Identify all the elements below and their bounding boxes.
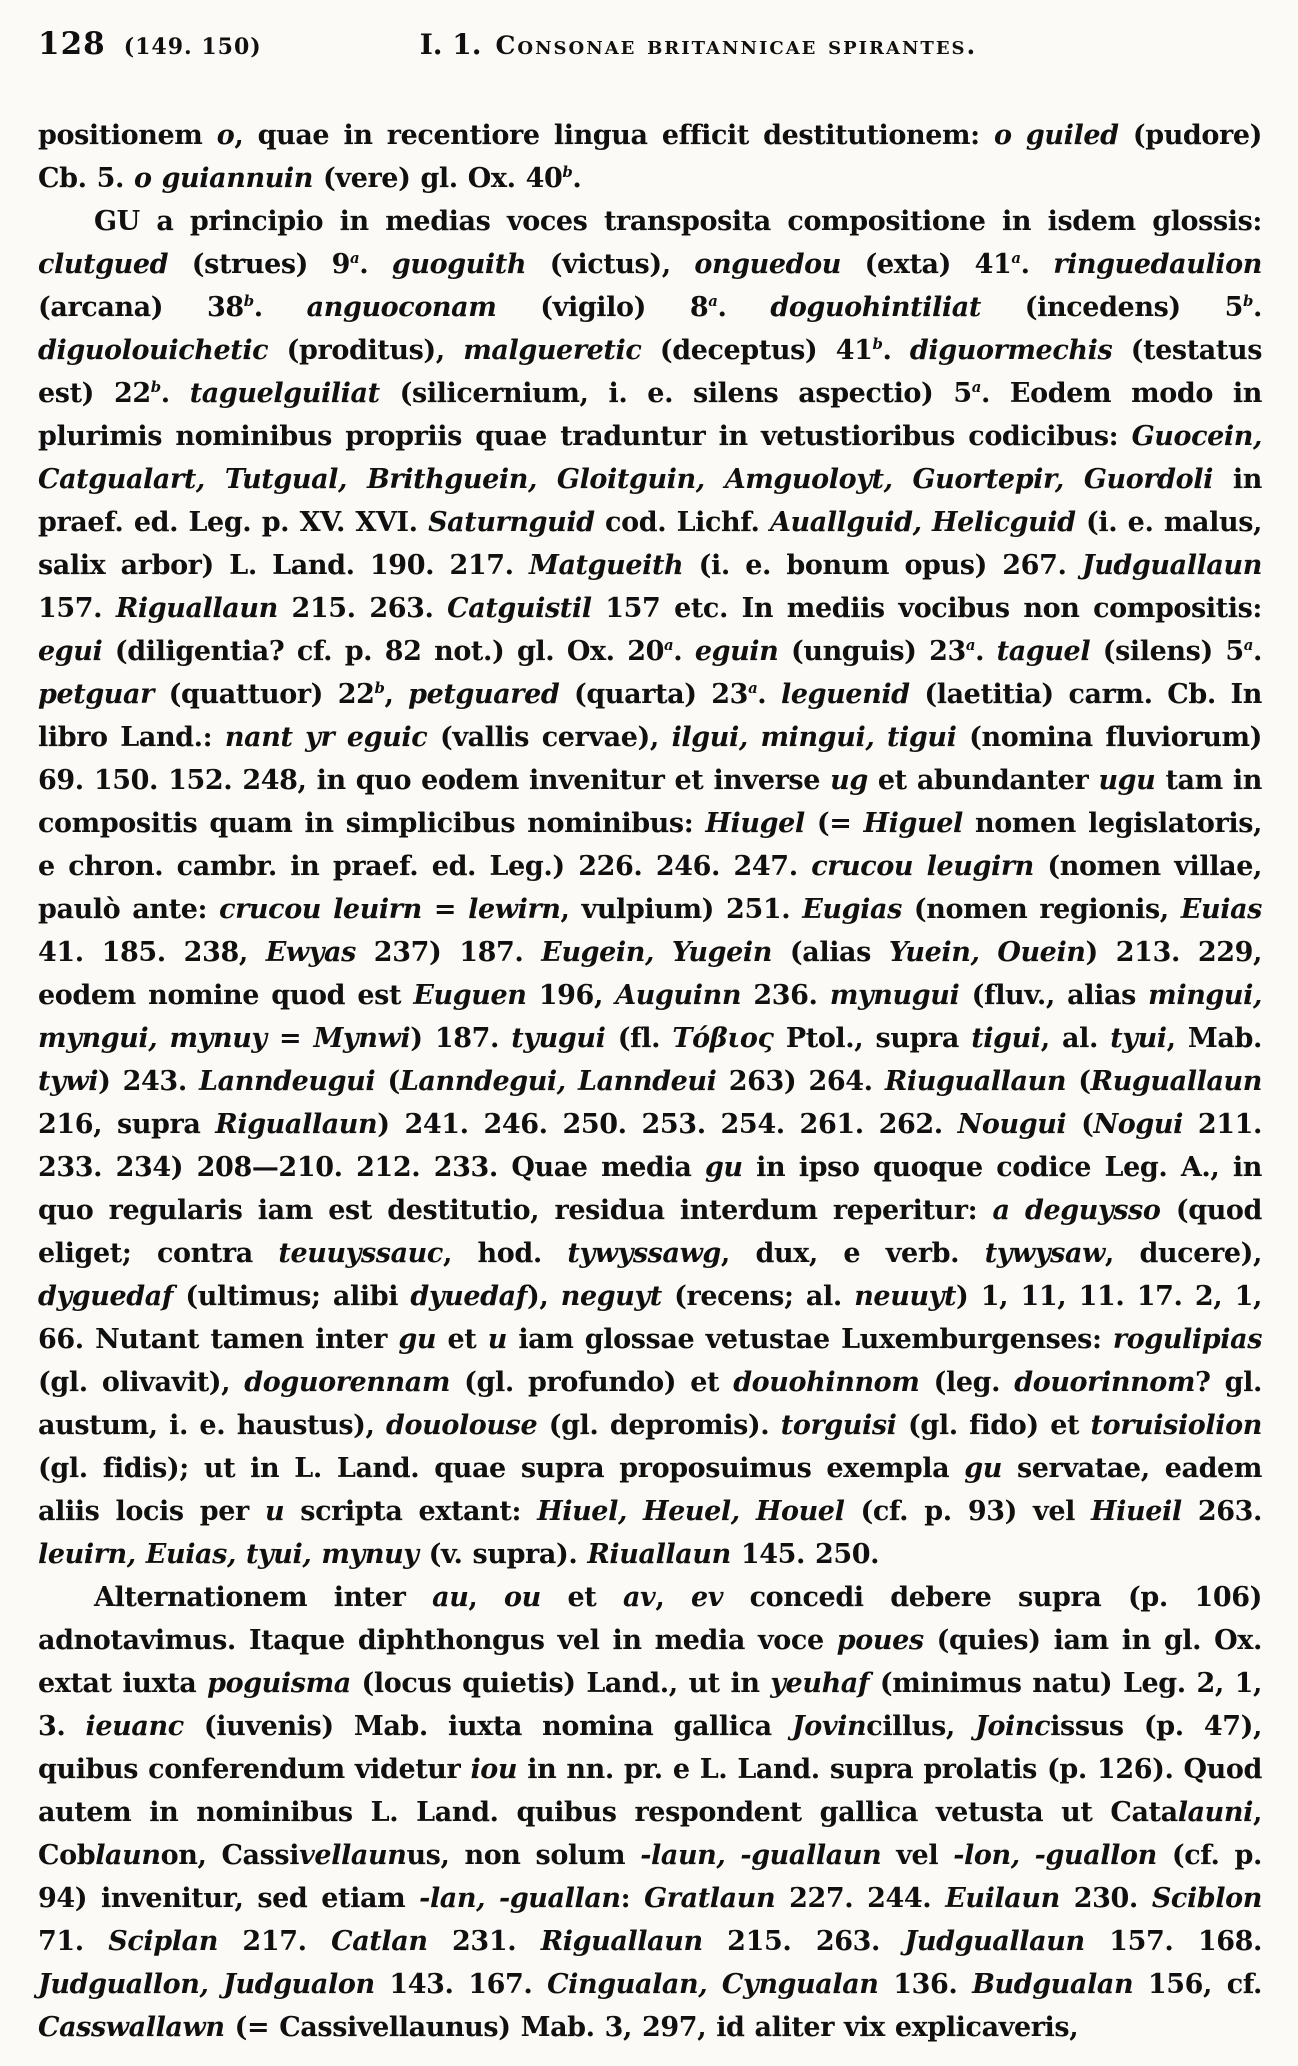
running-title: Consonae britannicae spirantes. [495,31,978,60]
column-reference: (149. 150) [123,34,262,60]
page-header [38,26,1262,62]
page-number: 128 [38,26,106,62]
page-body [38,114,1262,2049]
section-number: I. 1. [419,28,482,61]
paragraph: Alternationem inter au, ou et av, ev concedi debere supra (p. 106) adnotavimus. Itaque diphthongus vel in media voce poues (quies) iam in gl. Ox. extat iuxta poguisma (locus quietis) Land., ut in yeuhaf (minimus natu) Leg. 2, 1, 3. ieuanc (iuvenis) Mab. iuxta nomina gallica Jovincillus, Joincissus (p. 47), quibus conferendum videtur iou in nn. pr. e L. Land. supra prolatis (p. 126). Quod autem in nominibus L. Land. quibus respondent gallica vetusta ut Catalauni, Coblaunon, Cassivellaunus, non solum -laun, -guallaun vel -lon, -guallon (cf. p. 94) invenitur, sed etiam -lan, -guallan: Gratlaun 227. 244. Euilaun 230. Sciblon 71. Sciplan 217. Catlan 231. Riguallaun 215. 263. Judguallaun 157. 168. Judguallon, Judgualon 143. 167. Cingualan, Cyngualan 136. Budgualan 156, cf. Casswallawn (= Cassivellaunus) Mab. 3, 297, id aliter vix explicaveris, [38,1582,1263,2043]
paragraph: positionem o, quae in recentiore lingua efficit destitutionem: o guiled (pudore) Cb. 5. o guiannuin (vere) gl. Ox. 40$^b$. [38,120,1262,194]
paragraph: GU a principio in medias voces transposita compositione in isdem glossis: clutgued (strues) 9$^a$. guoguith (victus), onguedou (exta) 41$^a$. ringuedaulion (arcana) 38$^b$. anguoconam (vigilo) 8$^a$. doguohintiliat (incedens) 5$^b$. diguolouichetic (proditus), malgueretic (deceptus) 41$^b$. diguormechis (testatus est) 22$^b$. taguelguiliat (silicernium, i. e. silens aspectio) 5$^a$. Eodem modo in plurimis nominibus propriis quae traduntur in vetustioribus codicibus: Guocein, Catgualart, Tutgual, Brithguein, Gloitguin, Amguoloyt, Guortepir, Guordoli in praef. ed. Leg. p. XV. XVI. Saturnguid cod. Lichf. Auallguid, Helicguid (i. e. malus, salix arbor) L. Land. 190. 217. Matgueith (i. e. bonum opus) 267. Judguallaun 157. Riguallaun 215. 263. Catguistil 157 etc. In mediis vocibus non compositis: egui (diligentia? cf. p. 82 not.) gl. Ox. 20$^a$. eguin (unguis) 23$^a$. taguel (silens) 5$^a$. petguar (quattuor) 22$^b$, petguared (quarta) 23$^a$. leguenid (laetitia) carm. Cb. In libro Land.: nant yr eguic (vallis cervae), ilgui, mingui, tigui (nomina fluviorum) 69. 150. 152. 248, in quo eodem invenitur et inverse ug et abundanter ugu tam in compositis quam in simplicibus nominibus: Hiugel (= Higuel nomen legislatoris, e chron. cambr. in praef. ed. Leg.) 226. 246. 247. crucou leugirn (nomen villae, paulò ante: crucou leuirn = lewirn, vulpium) 251. Eugias (nomen regionis, Euias 41. 185. 238, Ewyas 237) 187. Eugein, Yugein (alias Yuein, Ouein) 213. 229, eodem nomine quod est Euguen 196, Auguinn 236. mynugui (fluv., alias mingui, myngui, mynuy = Mynwi) 187. tyugui (fl. Τόβιος Ptol., supra tigui, al. tyui, Mab. tywi) 243. Lanndeugui (Lanndegui, Lanndeui 263) 264. Riuguallaun (Ruguallaun 216, supra Riguallaun) 241. 246. 250. 253. 254. 261. 262. Nougui (Nogui 211. 233. 234) 208—210. 212. 233. Quae media gu in ipso quoque codice Leg. A., in quo regularis iam est destitutio, residua interdum reperitur: a deguysso (quod eliget; contra teuuyssauc, hod. tywyssawg, dux, e verb. tywysaw, ducere), dyguedaf (ultimus; alibi dyuedaf), neguyt (recens; al. neuuyt) 1, 11, 11. 17. 2, 1, 66. Nutant tamen inter gu et u iam glossae vetustae Luxemburgenses: rogulipias (gl. olivavit), doguorennam (gl. profundo) et douohinnom (leg. douorinnom? gl. austum, i. e. haustus), douolouse (gl. depromis). torguisi (gl. fido) et toruisiolion (gl. fidis); ut in L. Land. quae supra proposuimus exempla gu servatae, eadem aliis locis per u scripta extant: Hiuel, Heuel, Houel (cf. p. 93) vel Hiueil 263. leuirn, Euias, tyui, mynuy (v. supra). Riuallaun 145. 250. [38,206,1263,1570]
